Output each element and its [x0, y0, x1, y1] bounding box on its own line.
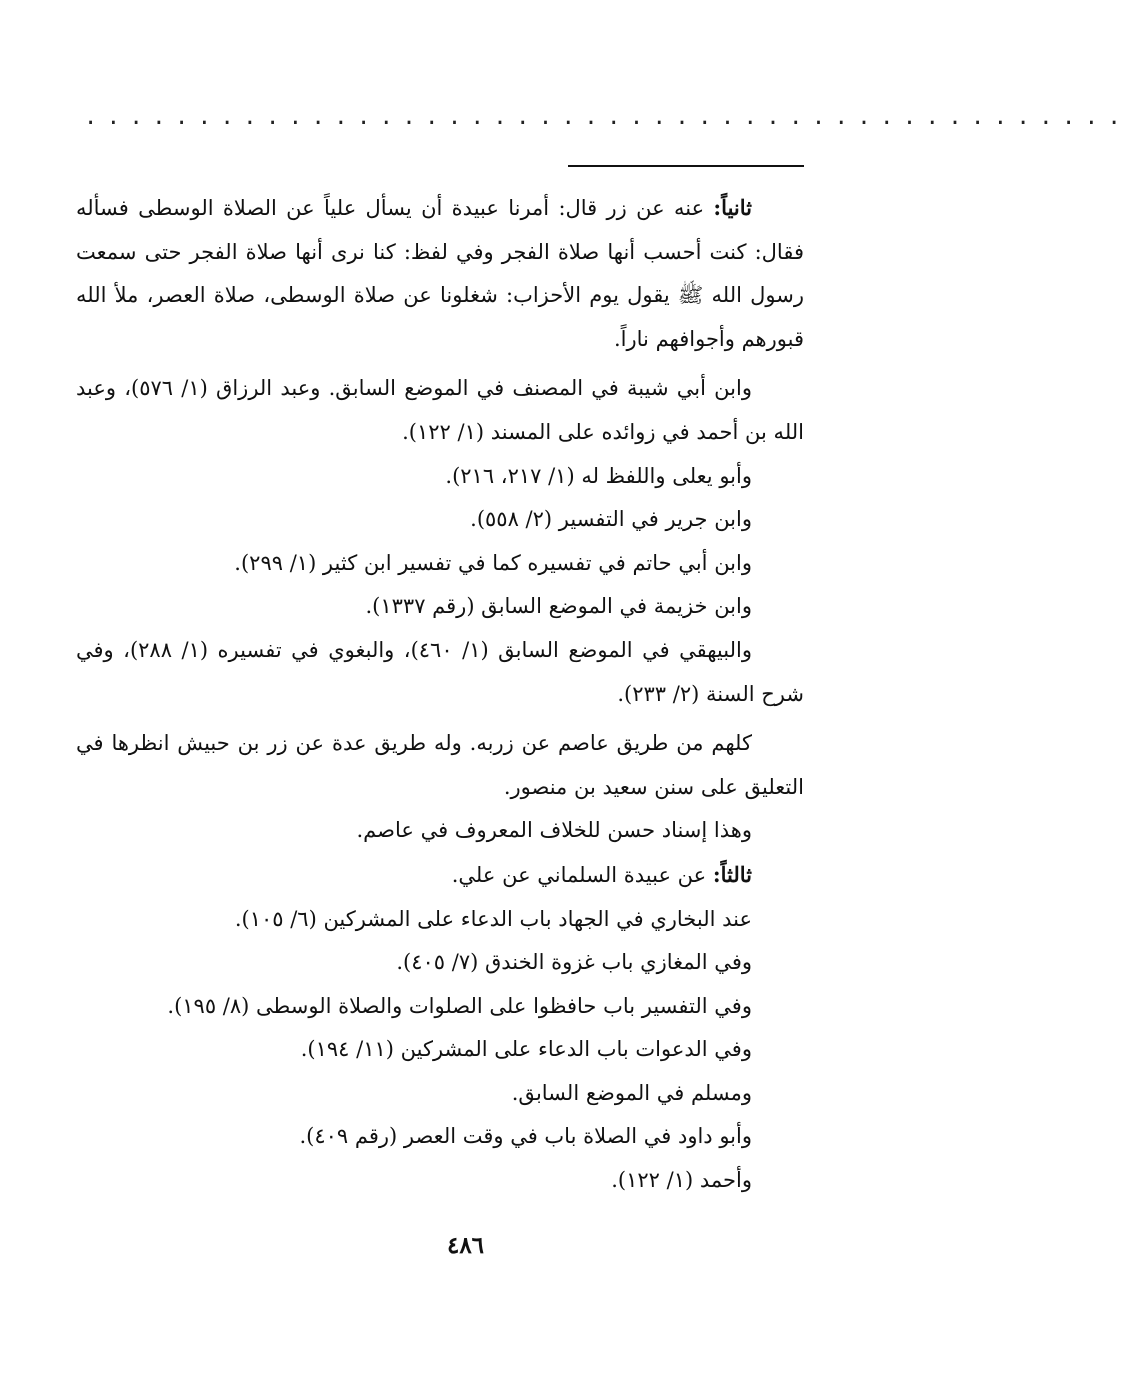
page-body [76, 186, 804, 1203]
page-number: ٤٨٦ [446, 1232, 485, 1259]
line-tafsir: وفي التفسير باب حافظوا على الصلوات والصلاة الوسطى (٨/ ١٩٥). [167, 993, 752, 1018]
line-ibn-abi-hatim: وابن أبي حاتم في تفسيره كما في تفسير ابن كثير (١/ ٢٩٩). [234, 550, 752, 575]
line-muslim: ومسلم في الموضع السابق. [511, 1080, 752, 1105]
line-bukhari-jihad: عند البخاري في الجهاد باب الدعاء على المشركين (٦/ ١٠٥). [234, 906, 752, 931]
paragraph-ibn-abi-shayba: وابن أبي شيبة في المصنف في الموضع السابق. وعبد الرزاق (١/ ٥٧٦)، وعبد الله بن أحمد في زوائده على المسند (١/ ١٢٢). [76, 376, 804, 444]
footnote-rule [568, 165, 804, 167]
paragraph-thanian [76, 186, 804, 361]
line-daawat: وفي الدعوات باب الدعاء على المشركين (١١/ ١٩٤). [300, 1037, 752, 1062]
line-ibn-khuzayma: وابن خزيمة في الموضع السابق (رقم ١٣٣٧). [365, 594, 752, 619]
line-abu-dawud: وأبو داود في الصلاة باب في وقت العصر (رقم ٤٠٩). [299, 1124, 752, 1149]
line-abu-yala: وأبو يعلى واللفظ له (١/ ٢١٧، ٢١٦). [445, 463, 752, 488]
line-ibn-jarir: وابن جرير في التفسير (٢/ ٥٥٨). [470, 507, 752, 532]
section-label: ثانياً: [713, 195, 752, 220]
paragraph-text: عنه عن زر قال: أمرنا عبيدة أن يسأل علياً عن الصلاة الوسطى فسأله فقال: كنت أحسب أنها صلاة الفجر وفي لفظ: كنا نرى أنها صلاة الفجر حتى سمعت رسول الله ﷺ يقول يوم الأحزاب: شغلونا عن صلاة الوسطى، صلاة العصر، ملأ الله قبورهم وأجوافهم ناراً. [76, 196, 804, 351]
line-text: عن عبيدة السلماني عن علي. [451, 862, 713, 887]
section-label: ثالثاً: [712, 861, 752, 887]
line-maghazi: وفي المغازي باب غزوة الخندق (٧/ ٤٠٥). [396, 950, 752, 975]
line-thalithan [76, 853, 804, 898]
line-isnad-hasan: وهذا إسناد حسن للخلاف المعروف في عاصم. [356, 818, 752, 843]
paragraph-bayhaqi: والبيهقي في الموضع السابق (١/ ٤٦٠)، والبغوي في تفسيره (١/ ٢٨٨)، وفي شرح السنة (٢/ ٢٣٣). [76, 637, 804, 706]
line-ahmad: وأحمد (١/ ١٢٢). [611, 1168, 752, 1193]
paragraph-kulluhum: كلهم من طريق عاصم عن زربه. وله طريق عدة عن زر بن حبيش انظرها في التعليق على سنن سعيد بن منصور. [76, 731, 804, 799]
dotted-separator: .............................................. [84, 105, 1130, 130]
